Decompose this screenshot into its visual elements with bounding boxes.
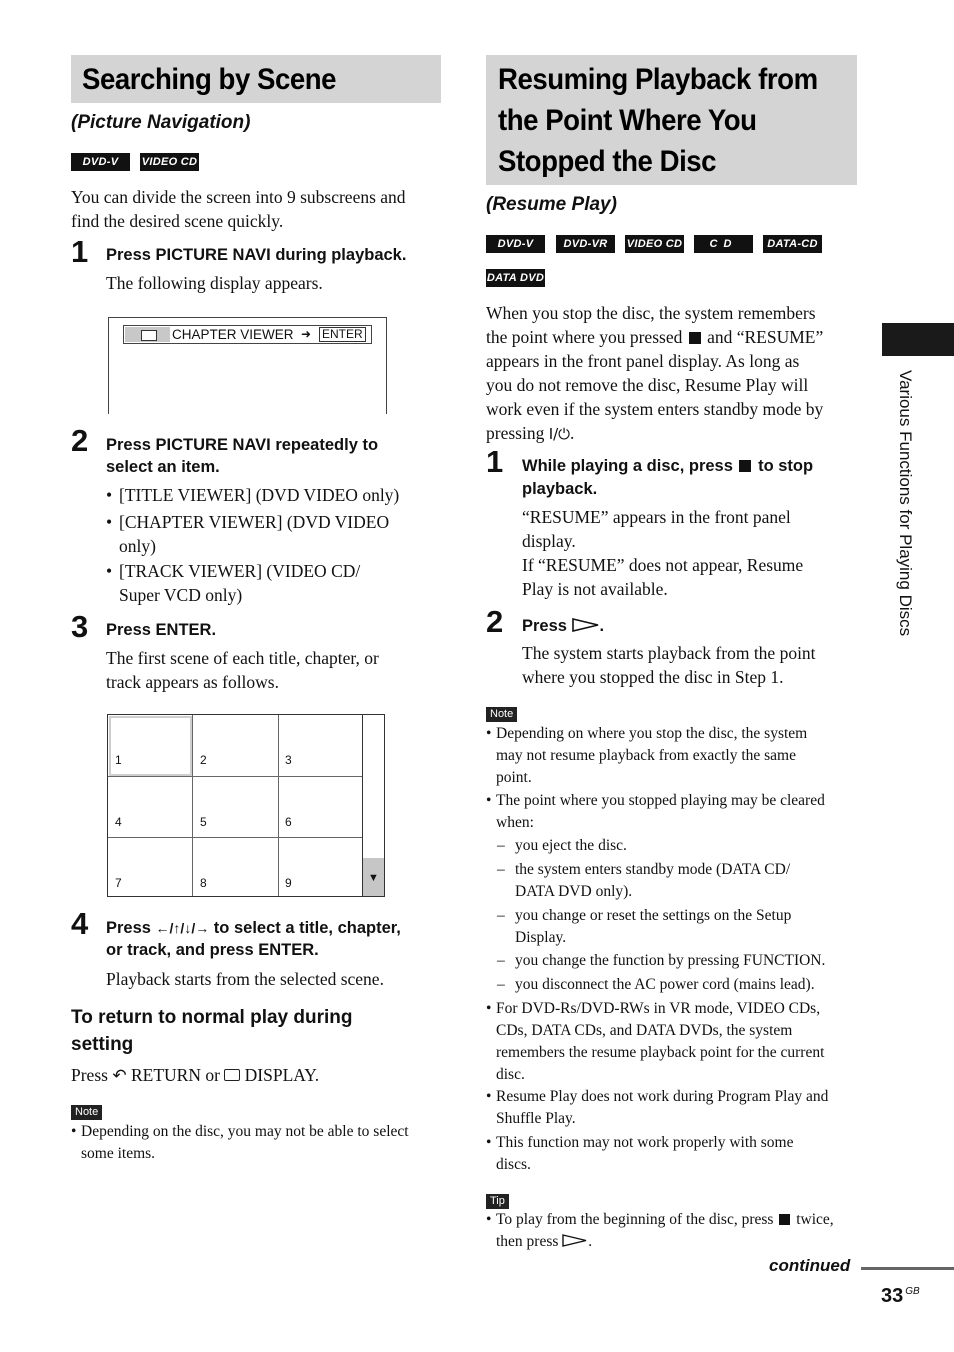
note-dash-4: – you change the function by pressing FUNCTION. <box>497 950 825 972</box>
stop-icon <box>739 460 751 472</box>
note-dash-5: – you disconnect the AC power cord (mains lead). <box>497 974 815 996</box>
badge-dvd-v <box>71 153 130 171</box>
grid-cell-9: 9 <box>285 876 292 890</box>
viewer-option-chapter: • [CHAPTER VIEWER] (DVD VIDEO only) <box>106 510 389 558</box>
title-text: Searching by Scene <box>82 63 337 96</box>
grid-cell-2: 2 <box>200 753 207 767</box>
resume-step-number-2: 2 <box>486 604 504 639</box>
display-icon <box>224 1069 240 1081</box>
resume-step-1-heading-line-2: playback. <box>522 480 598 498</box>
tip-label: Tip <box>486 1194 509 1209</box>
side-tab-label: Various Functions for Playing Discs <box>896 370 915 637</box>
subscreen-grid <box>107 714 385 897</box>
note-right-item-3: • For DVD-Rs/DVD-RWs in VR mode, VIDEO CDs, CDs, DATA CDs, and DATA DVDs, the system remembers the resume playback point for the current disc. <box>486 998 824 1086</box>
grid-cell-5: 5 <box>200 815 207 829</box>
grid-hline-2 <box>108 837 362 838</box>
resume-step-2-text: The system starts playback from the point where you stopped the disc in Step 1. <box>522 643 816 687</box>
note-right-item-2: • The point where you stopped playing may be cleared when: <box>486 790 825 834</box>
selected-cell-highlight <box>109 716 192 776</box>
step-1-text: The following display appears. <box>106 273 323 293</box>
viewer-option-track: • [TRACK VIEWER] (VIDEO CD/ Super VCD only) <box>106 559 360 607</box>
title-line-1: Resuming Playback from <box>498 63 818 96</box>
badge-cd: CD <box>694 235 753 253</box>
down-triangle-icon: ▼ <box>368 872 379 884</box>
badge-label: VIDEO CD <box>141 156 198 168</box>
arrow-keys-icon: ←/↑/↓/→ <box>155 920 210 936</box>
note-right-item-1: • Depending on where you stop the disc, the system may not resume playback from exactly the same point. <box>486 723 807 789</box>
step-number-2: 2 <box>71 423 89 458</box>
grid-cell-4: 4 <box>115 815 122 829</box>
step-3-text-line-2: track appears as follows. <box>106 672 279 692</box>
resume-step-2-heading: Press . <box>522 617 605 635</box>
step-number-4: 4 <box>71 906 89 941</box>
grid-cell-3: 3 <box>285 753 292 767</box>
step-4-text: Playback starts from the selected scene. <box>106 969 384 989</box>
note-left-item: • Depending on the disc, you may not be able to select some items. <box>71 1121 409 1165</box>
step-2-heading-line-1: Press PICTURE NAVI repeatedly to <box>106 436 379 454</box>
subtitle-picture-navigation: (Picture Navigation) <box>71 112 251 133</box>
grid-cell-1: 1 <box>115 753 122 767</box>
note-dash-3: – you change or reset the settings on the Setup Display. <box>497 905 791 949</box>
display-screen-box <box>108 317 387 414</box>
return-icon: ↶ <box>112 1066 127 1086</box>
picture-navi-icon <box>125 327 170 342</box>
scrollbar-down-button <box>363 858 384 896</box>
stop-icon <box>779 1214 790 1225</box>
resume-step-1-heading-line-1: While playing a disc, press to stop <box>522 457 814 475</box>
grid-vline-1 <box>192 715 193 896</box>
intro-line-1: You can divide the screen into 9 subscreens and <box>71 187 406 207</box>
title-line-3: Stopped the Disc <box>498 145 717 178</box>
continued-rule <box>861 1267 954 1270</box>
subtitle-resume-play: (Resume Play) <box>486 194 617 215</box>
grid-cell-7: 7 <box>115 876 122 890</box>
step-2-heading-line-2: select an item. <box>106 458 220 476</box>
note-dash-1: – you eject the disc. <box>497 835 627 857</box>
step-number-3: 3 <box>71 609 89 644</box>
note-right-item-5: • This function may not work properly with some discs. <box>486 1132 793 1176</box>
grid-hline-1 <box>108 776 362 777</box>
note-label-right: Note <box>486 707 517 722</box>
arrow-right-icon: ➜ <box>301 327 312 341</box>
step-4-heading-line-2: or track, and press ENTER. <box>106 941 319 959</box>
badge-label: DVD-V <box>82 156 119 168</box>
step-3-text-line-1: The first scene of each title, chapter, or <box>106 648 379 668</box>
display-title-bar <box>123 325 372 344</box>
intro-line-2: find the desired scene quickly. <box>71 211 284 231</box>
play-icon <box>572 618 600 632</box>
badge-video-cd: VIDEO CD <box>625 235 684 253</box>
note-dash-2: – the system enters standby mode (DATA CD/ DATA DVD only). <box>497 859 790 903</box>
resume-step-number-1: 1 <box>486 444 504 479</box>
badge-video-cd <box>140 153 199 171</box>
step-4-heading-line-1: Press ←/↑/↓/→ to select a title, chapter, <box>106 919 401 937</box>
continued-label: continued <box>769 1256 851 1275</box>
display-label: CHAPTER VIEWER <box>172 327 294 342</box>
step-3-heading: Press ENTER. <box>106 621 217 639</box>
badge-data-cd: DATA-CD <box>763 235 822 253</box>
badge-dvd-v: DVD-V <box>486 235 545 253</box>
page-number: 33 $^{GB}$ <box>881 1285 920 1307</box>
side-tab-marker <box>882 323 954 356</box>
step-number-1: 1 <box>71 234 89 269</box>
power-icon: I/⏻ <box>548 425 571 443</box>
step-1-heading: Press PICTURE NAVI during playback. <box>106 246 407 264</box>
title-line-2: the Point Where You <box>498 104 757 137</box>
note-label-left: Note <box>71 1105 102 1120</box>
return-heading: To return to normal play during setting <box>71 1007 353 1055</box>
return-instructions: Press ↶ RETURN or DISPLAY. <box>71 1065 320 1086</box>
section-title-searching-by-scene <box>71 55 441 103</box>
grid-cell-8: 8 <box>200 876 207 890</box>
tip-item: • To play from the beginning of the disc, press twice, then press . <box>486 1209 834 1253</box>
resume-intro: When you stop the disc, the system remembers the point where you pressed and “RESUME” appears in the front panel display. As long as you do not remove the disc, Resume Play will work even if the system enters standby mode by pressing I/⏻. <box>486 303 824 443</box>
resume-step-1-text: “RESUME” appears in the front panel display. If “RESUME” does not appear, Resume Play is not available. <box>522 507 804 599</box>
section-title-resuming-playback <box>486 55 857 185</box>
viewer-option-title: • [TITLE VIEWER] (DVD VIDEO only) <box>106 483 399 507</box>
stop-icon <box>689 332 701 344</box>
grid-cell-6: 6 <box>285 815 292 829</box>
enter-key-label: ENTER <box>319 327 366 342</box>
badge-dvd-vr: DVD-VR <box>556 235 615 253</box>
grid-vline-2 <box>278 715 279 896</box>
badge-data-dvd: DATA DVD <box>486 269 545 287</box>
note-right-item-4: • Resume Play does not work during Program Play and Shuffle Play. <box>486 1086 828 1130</box>
play-icon <box>562 1234 588 1247</box>
